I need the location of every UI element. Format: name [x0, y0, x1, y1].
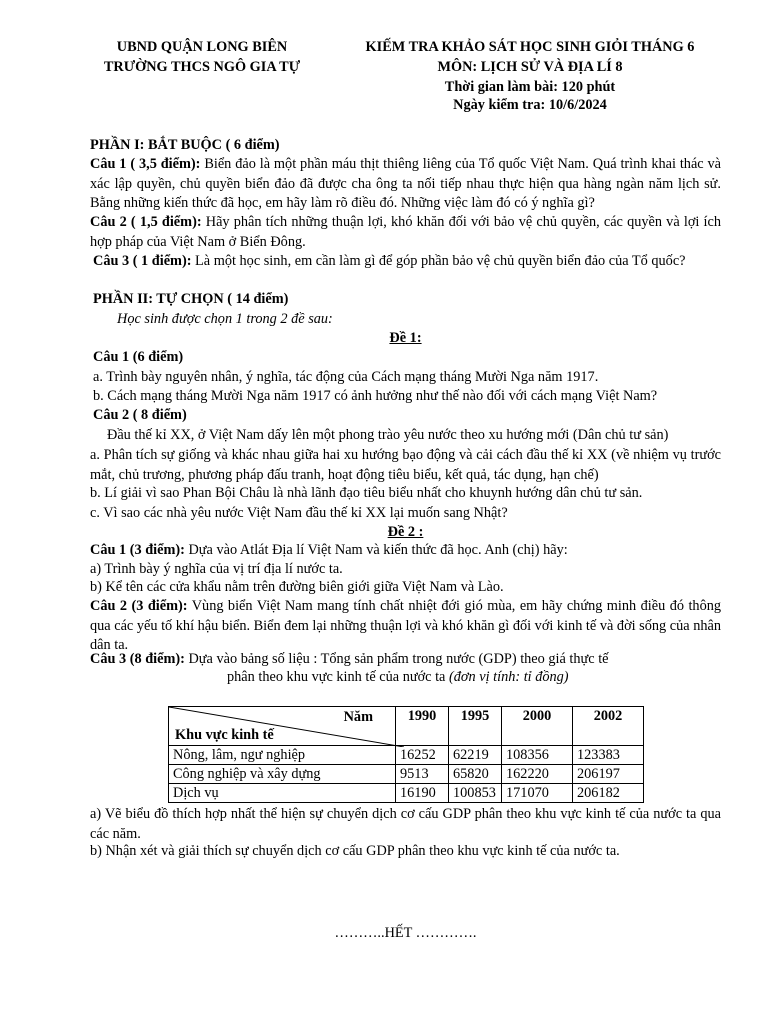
question-text: Dựa vào Atlát Địa lí Việt Nam và kiến thức đã học. Anh (chị) hãy: — [184, 542, 568, 558]
de1-question-2-b: b. Lí giải vì sao Phan Bội Châu là nhà lãnh đạo tiêu biểu nhất cho khuynh hướng dân chủ tư sản. — [90, 485, 643, 501]
part1-question-1 — [90, 155, 721, 214]
header-left-line1: UBND QUẬN LONG BIÊN — [116, 39, 288, 55]
de2-title: Đề 2 : — [387, 524, 424, 540]
table-row — [169, 784, 644, 803]
year-header: 1995 — [449, 707, 502, 746]
question-label: Câu 1 ( 3,5 điểm): — [90, 156, 201, 172]
de2-question-1-b: b) Kể tên các cửa khẩu nằm trên đường biên giới giữa Việt Nam và Lào. — [90, 579, 504, 595]
question-label: Câu 2 ( 1,5 điểm): — [90, 214, 202, 230]
corner-sector-label: Khu vực kinh tế — [175, 727, 274, 743]
table-cell: 206182 — [573, 784, 644, 803]
de1-question-1-a: a. Trình bày nguyên nhân, ý nghĩa, tác động của Cách mạng tháng Mười Nga năm 1917. — [93, 369, 599, 385]
question-text: Hãy phân tích những thuận lợi, khó khăn đối với bảo vệ chủ quyền, các quyền và lợi ích hợp pháp của Việt Nam ở Biển Đông. — [90, 214, 721, 250]
corner-year-label: Năm — [343, 709, 373, 725]
de2-question-3 — [90, 651, 609, 668]
question-label: Câu 2 (3 điểm): — [90, 598, 188, 614]
year-header: 2000 — [502, 707, 573, 746]
table-cell: 206197 — [573, 765, 644, 784]
table-header-row — [169, 707, 644, 746]
de1-title: Đề 1: — [389, 330, 422, 346]
de1-question-2-a: a. Phân tích sự giống và khác nhau giữa hai xu hướng bạo động và cải cách đầu thế kỉ XX (về nhiệm vụ trước mắt, chủ trương, phương pháp đấu tranh, hoạt động tiêu biểu, kết quả, tác dụng, hạn chế) — [90, 447, 721, 483]
question-text: Biển đảo là một phần máu thịt thiêng liêng của Tổ quốc Việt Nam. Quá trình khai thác và xác lập quyền, chủ quyền biển đảo đã được cha ông ta nối tiếp nhau thực hiện qua hàng ngàn năm lịch sử. Bằng những kiến thức đã học, em hãy làm rõ điều đó. Những việc làm đó có ý nghĩa gì? — [90, 156, 722, 211]
de2-question-1 — [90, 542, 568, 559]
de1-question-2-label: Câu 2 ( 8 điểm) — [93, 407, 187, 423]
de1-question-1-label: Câu 1 (6 điểm) — [93, 349, 184, 365]
part1-question-3 — [93, 252, 721, 272]
table-corner-cell — [169, 707, 396, 746]
table-cell: 16252 — [396, 746, 449, 765]
table-cell: 62219 — [449, 746, 502, 765]
de2-question-2 — [90, 597, 721, 656]
table-cell: 171070 — [502, 784, 573, 803]
table-cell: 108356 — [502, 746, 573, 765]
gdp-table — [168, 706, 644, 803]
table-cell: 100853 — [449, 784, 502, 803]
part2-title: PHẦN II: TỰ CHỌN ( 14 điểm) — [93, 291, 289, 307]
table-caption: phân theo khu vực kinh tế của nước ta — [227, 669, 449, 685]
table-cell: 16190 — [396, 784, 449, 803]
header-right-line4: Ngày kiểm tra: 10/6/2024 — [453, 97, 607, 113]
table-cell: 65820 — [449, 765, 502, 784]
de2-question-1-a: a) Trình bày ý nghĩa của vị trí địa lí nước ta. — [90, 561, 343, 577]
question-label: Câu 3 ( 1 điểm): — [93, 253, 192, 269]
de2-question-3-a: a) Vẽ biểu đồ thích hợp nhất thể hiện sự chuyển dịch cơ cấu GDP phân theo khu vực kinh tế của nước ta qua các năm. — [90, 806, 721, 842]
header-right-line2: MÔN: LỊCH SỬ VÀ ĐỊA LÍ 8 — [437, 59, 623, 75]
table-row — [169, 746, 644, 765]
question-label: Câu 1 (3 điểm): — [90, 542, 185, 558]
table-cell: 123383 — [573, 746, 644, 765]
part1-title: PHẦN I: BẮT BUỘC ( 6 điểm) — [90, 137, 280, 153]
de1-question-2-intro: Đầu thế kỉ XX, ở Việt Nam dấy lên một phong trào yêu nước theo xu hướng mới (Dân chủ tư sản) — [107, 427, 669, 443]
year-header: 1990 — [396, 707, 449, 746]
part1-question-2 — [90, 213, 721, 252]
header-right-line1: KIẾM TRA KHẢO SÁT HỌC SINH GIỎI THÁNG 6 — [365, 39, 695, 55]
question-text: Là một học sinh, em cần làm gì để góp phần bảo vệ chủ quyền biển đảo của Tổ quốc? — [191, 253, 686, 269]
part2-intro: Học sinh được chọn 1 trong 2 đề sau: — [117, 311, 333, 327]
header-right-line3: Thời gian làm bài: 120 phút — [444, 79, 616, 95]
table-unit: (đơn vị tính: tỉ đồng) — [448, 669, 569, 685]
sector-label: Công nghiệp và xây dựng — [169, 765, 396, 784]
de2-question-3-line2 — [227, 669, 569, 686]
de2-question-3-b: b) Nhận xét và giải thích sự chuyển dịch cơ cấu GDP phân theo khu vực kinh tế của nước ta. — [90, 843, 620, 859]
header-left-line2: TRƯỜNG THCS NGÔ GIA TỰ — [103, 59, 301, 75]
question-label: Câu 3 (8 điểm): — [90, 651, 185, 667]
table-row — [169, 765, 644, 784]
sector-label: Dịch vụ — [169, 784, 396, 803]
table-cell: 9513 — [396, 765, 449, 784]
year-header: 2002 — [573, 707, 644, 746]
de1-question-1-b: b. Cách mạng tháng Mười Nga năm 1917 có ảnh hưởng như thế nào đối với cách mạng Việt Nam? — [93, 388, 658, 404]
question-text: Vùng biển Việt Nam mang tính chất nhiệt đới gió mùa, em hãy chứng minh điều đó thông qua các yếu tố khí hậu biển. Biển đem lại những thuận lợi và khó khăn gì đối với kinh tế và đời sống của nhân dân ta. — [90, 598, 722, 653]
sector-label: Nông, lâm, ngư nghiệp — [169, 746, 396, 765]
end-marker: ………..HẾT …………. — [334, 925, 477, 941]
question-text: Dựa vào bảng số liệu : Tổng sản phẩm trong nước (GDP) theo giá thực tế — [184, 651, 609, 667]
table-cell: 162220 — [502, 765, 573, 784]
de1-question-2-c: c. Vì sao các nhà yêu nước Việt Nam đầu thế kỉ XX lại muốn sang Nhật? — [90, 505, 508, 521]
